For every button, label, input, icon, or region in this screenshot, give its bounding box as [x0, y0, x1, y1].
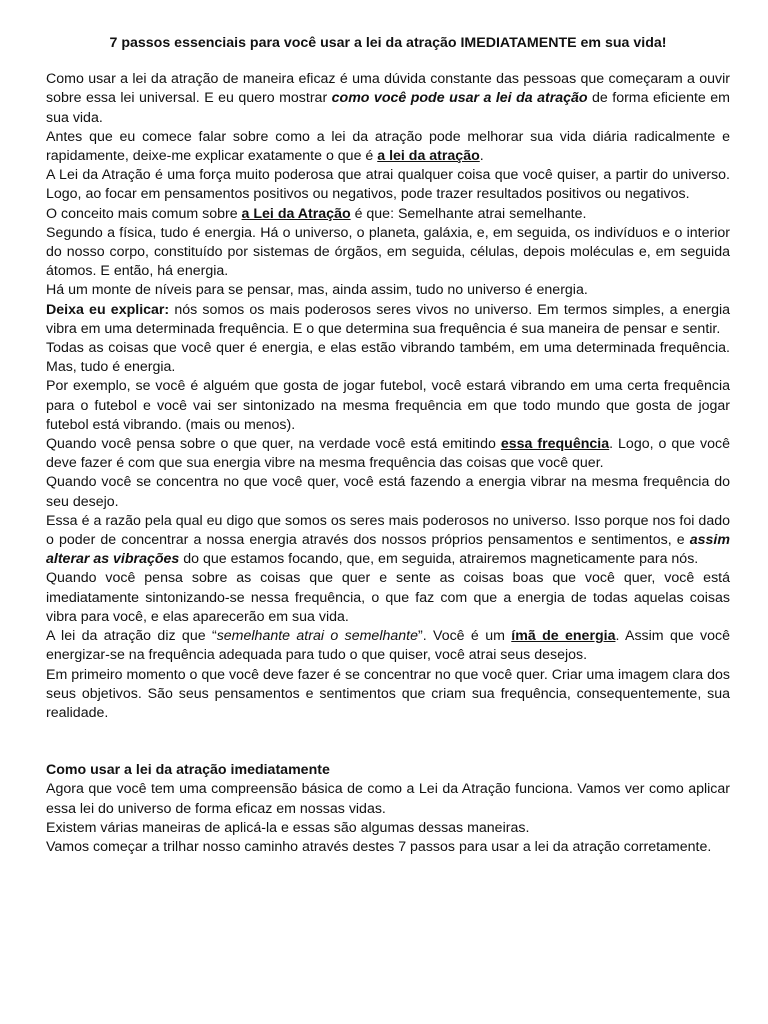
emphasis-text: assim alterar as vibrações [46, 532, 730, 568]
text-run: . Assim que você energizar-se na frequência adequada para tudo o que quiser, você atrai seus desejos. [46, 628, 730, 664]
underlined-link-text: a lei da atração [377, 148, 480, 165]
document-title: 7 passos essenciais para você usar a lei da atração IMEDIATAMENTE em sua vida! [109, 35, 667, 51]
section-heading: Como usar a lei da atração imediatamente [46, 762, 330, 779]
text-run: Antes que eu comece falar sobre como a lei da atração pode melhorar sua vida diária radicalmente e rapidamente, deixe-me explicar exatamente o que é [46, 128, 730, 165]
paragraph-9: Por exemplo, se você é alguém que gosta de jogar futebol, você estará vibrando em uma certa frequência para o futebol e você vai ser sintonizado na mesma frequência em que todo mundo que gosta de jogar futebol está vibrando. (mais ou menos). [46, 378, 730, 433]
text-run: A lei da atração diz que “ [46, 628, 217, 645]
text-run: . [479, 148, 484, 165]
italic-quote: semelhante atrai o semelhante [216, 628, 418, 645]
paragraph-1 [46, 70, 730, 128]
bold-lead-text: Deixa eu explicar: [46, 301, 170, 318]
document-page [46, 34, 730, 857]
paragraph-10 [46, 435, 730, 473]
text-run: do que estamos focando, que, em seguida, atrairemos magneticamente para nós. [179, 551, 699, 568]
text-run: de forma eficiente em sua vida. [46, 90, 730, 126]
emphasis-text: como você pode usar a lei da atração [331, 90, 588, 107]
underlined-link-text: essa frequência [500, 436, 610, 453]
paragraph-6: Há um monte de níveis para se pensar, mas, ainda assim, tudo no universo é energia. [46, 282, 588, 299]
paragraph-8: Todas as coisas que você quer é energia, e elas estão vibrando também, em uma determinada frequência. Mas, tudo é energia. [46, 340, 730, 376]
section-spacer [46, 723, 730, 761]
paragraph-4 [46, 205, 730, 224]
paragraph-15: Em primeiro momento o que você deve fazer é se concentrar no que você quer. Criar uma imagem clara dos seus objetivos. São seus pensamentos e sentimentos que criam sua frequência, consequentemente, sua realidade. [46, 666, 730, 721]
paragraph-14 [46, 627, 730, 665]
paragraph-3: A Lei da Atração é uma força muito poderosa que atrai qualquer coisa que você quiser, a partir do universo. Logo, ao focar em pensamentos positivos ou negativos, pode trazer resultados positivos ou negativos. [46, 167, 730, 203]
text-run: O conceito mais comum sobre [46, 205, 242, 222]
paragraph-16: Agora que você tem uma compreensão básica de como a Lei da Atração funciona. Vamos ver como aplicar essa lei do universo de forma eficaz em nossas vidas. [46, 781, 730, 817]
text-run: nós somos os mais poderosos seres vivos no universo. Em termos simples, a energia vibra em uma determinada frequência. E o que determina sua frequência é sua maneira de pensar e sentir. [46, 301, 731, 337]
paragraph-18: Vamos começar a trilhar nosso caminho através destes 7 passos para usar a lei da atração corretamente. [46, 838, 712, 855]
text-run: ”. Você é um [417, 628, 512, 645]
paragraph-12 [46, 512, 730, 570]
paragraph-11: Quando você se concentra no que você quer, você está fazendo a energia vibrar na mesma frequência do seu desejo. [46, 474, 730, 510]
paragraph-2 [46, 128, 730, 166]
text-run: é que: Semelhante atrai semelhante. [350, 205, 587, 222]
text-run: Quando você pensa sobre o que quer, na verdade você está emitindo [46, 436, 501, 453]
text-run: Como usar a lei da atração de maneira eficaz é uma dúvida constante das pessoas que começaram a ouvir sobre essa lei universal. E eu quero mostrar [46, 71, 730, 107]
text-run: Essa é a razão pela qual eu digo que somos os seres mais poderosos no universo. Isso porque nos foi dado o poder de concentrar a nossa energia através dos nossos próprios pensamentos e sentimentos, e [46, 512, 730, 549]
underlined-link-text: ímã de energia [511, 628, 616, 645]
underlined-link-text: a Lei da Atração [241, 205, 351, 222]
paragraph-13: Quando você pensa sobre as coisas que quer e sente as coisas boas que você quer, você está imediatamente sintonizando-se nessa frequência, o que faz com que a energia de todas aquelas coisas vibra para você, e elas aparecerão em sua vida. [46, 570, 730, 625]
paragraph-7 [46, 301, 730, 339]
paragraph-5: Segundo a física, tudo é energia. Há o universo, o planeta, galáxia, e, em seguida, os indivíduos e o interior do nosso corpo, constituído por sistemas de órgãos, em seguida, células, depois moléculas e, em seguida átomos. E então, há energia. [46, 224, 730, 280]
paragraph-17: Existem várias maneiras de aplicá-la e essas são algumas dessas maneiras. [46, 819, 530, 836]
text-run: . Logo, o que você deve fazer é com que sua energia vibre na mesma frequência das coisas que você quer. [46, 436, 730, 472]
